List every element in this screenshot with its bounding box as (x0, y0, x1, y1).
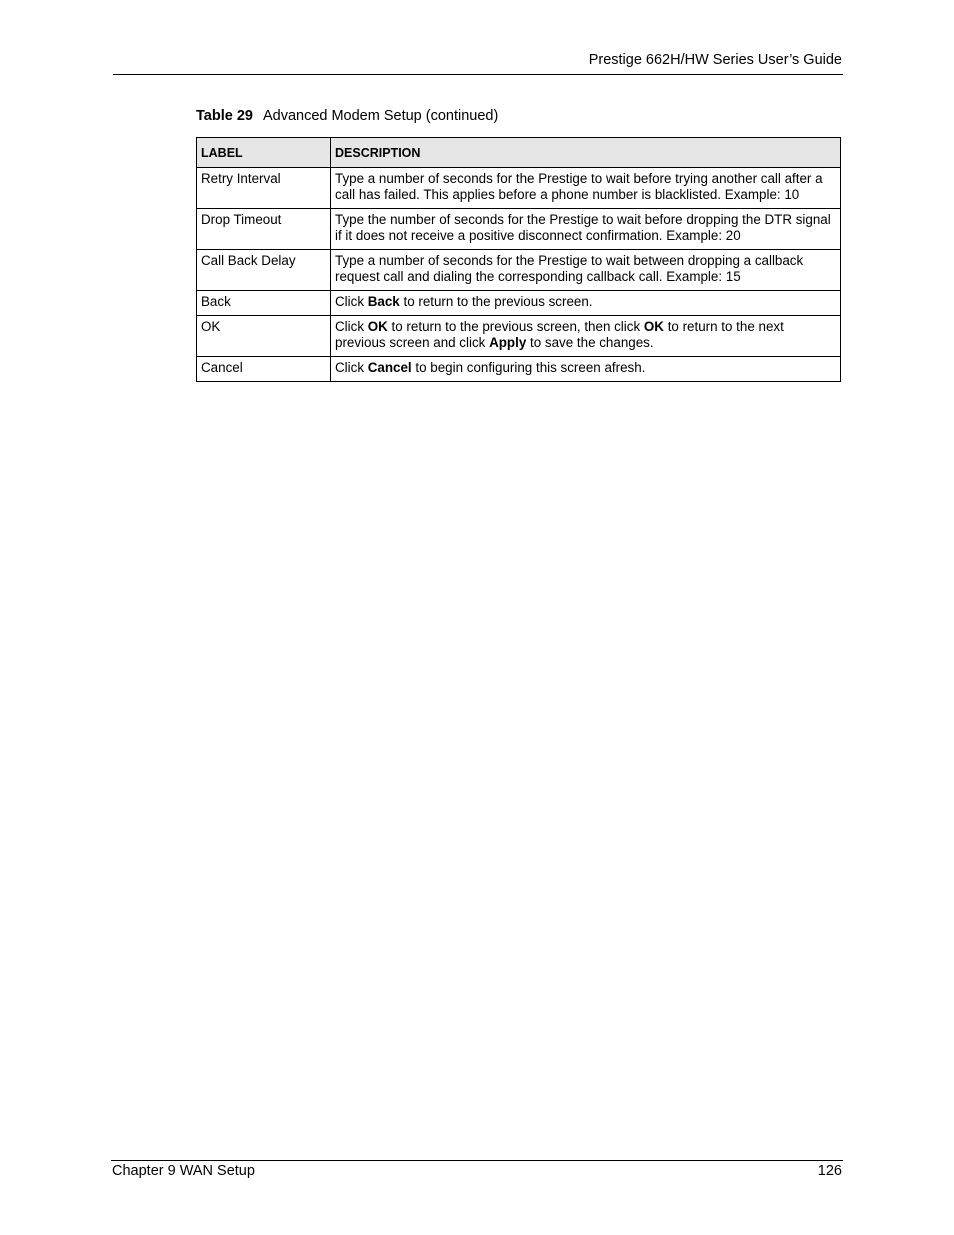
row-label: Call Back Delay (197, 250, 331, 291)
description-text: Click (335, 294, 368, 309)
row-description (331, 357, 841, 382)
advanced-modem-setup-table (196, 137, 841, 382)
table-row (197, 316, 841, 357)
column-header-label: LABEL (197, 138, 331, 168)
column-header-description: DESCRIPTION (331, 138, 841, 168)
row-description (331, 209, 841, 250)
table-number: Table 29 (196, 108, 253, 124)
table-row (197, 168, 841, 209)
row-label: Cancel (197, 357, 331, 382)
row-label: OK (197, 316, 331, 357)
table-header-row (197, 138, 841, 168)
page-footer (111, 1160, 843, 1185)
table-row (197, 250, 841, 291)
row-label: Drop Timeout (197, 209, 331, 250)
table-row (197, 209, 841, 250)
description-bold-term: Apply (489, 335, 527, 350)
description-bold-term: OK (367, 319, 388, 334)
description-text: to return to the previous screen, then click (387, 319, 644, 334)
row-description (331, 250, 841, 291)
description-bold-term: Cancel (367, 360, 412, 375)
row-description (331, 168, 841, 209)
description-bold-term: Back (367, 294, 400, 309)
document-title: Prestige 662H/HW Series User’s Guide (588, 52, 842, 68)
description-text: Click (335, 319, 368, 334)
chapter-title: Chapter 9 WAN Setup (112, 1163, 255, 1179)
page-number: 126 (817, 1163, 842, 1179)
table-row (197, 357, 841, 382)
table-row (197, 291, 841, 316)
description-text: Type a number of seconds for the Prestige to wait between dropping a callback request call and dialing the corresponding callback call. Example: 15 (335, 253, 804, 284)
description-text: Type a number of seconds for the Prestige to wait before trying another call after a call has failed. This applies before a phone number is blacklisted. Example: 10 (335, 171, 823, 202)
description-text: to begin configuring this screen afresh. (411, 360, 646, 375)
row-description (331, 316, 841, 357)
description-text: to return to the previous screen. (399, 294, 593, 309)
description-text: Click (335, 360, 368, 375)
table-title: Advanced Modem Setup (continued) (262, 108, 499, 124)
page-header (113, 50, 843, 75)
description-text: to save the changes. (526, 335, 654, 350)
table-caption (196, 108, 498, 124)
description-text: to return to the next previous screen and click (335, 319, 784, 350)
description-bold-term: OK (643, 319, 664, 334)
row-description (331, 291, 841, 316)
description-text: Type the number of seconds for the Prestige to wait before dropping the DTR signal if it does not receive a positive disconnect confirmation. Example: 20 (335, 212, 831, 243)
row-label: Back (197, 291, 331, 316)
row-label: Retry Interval (197, 168, 331, 209)
